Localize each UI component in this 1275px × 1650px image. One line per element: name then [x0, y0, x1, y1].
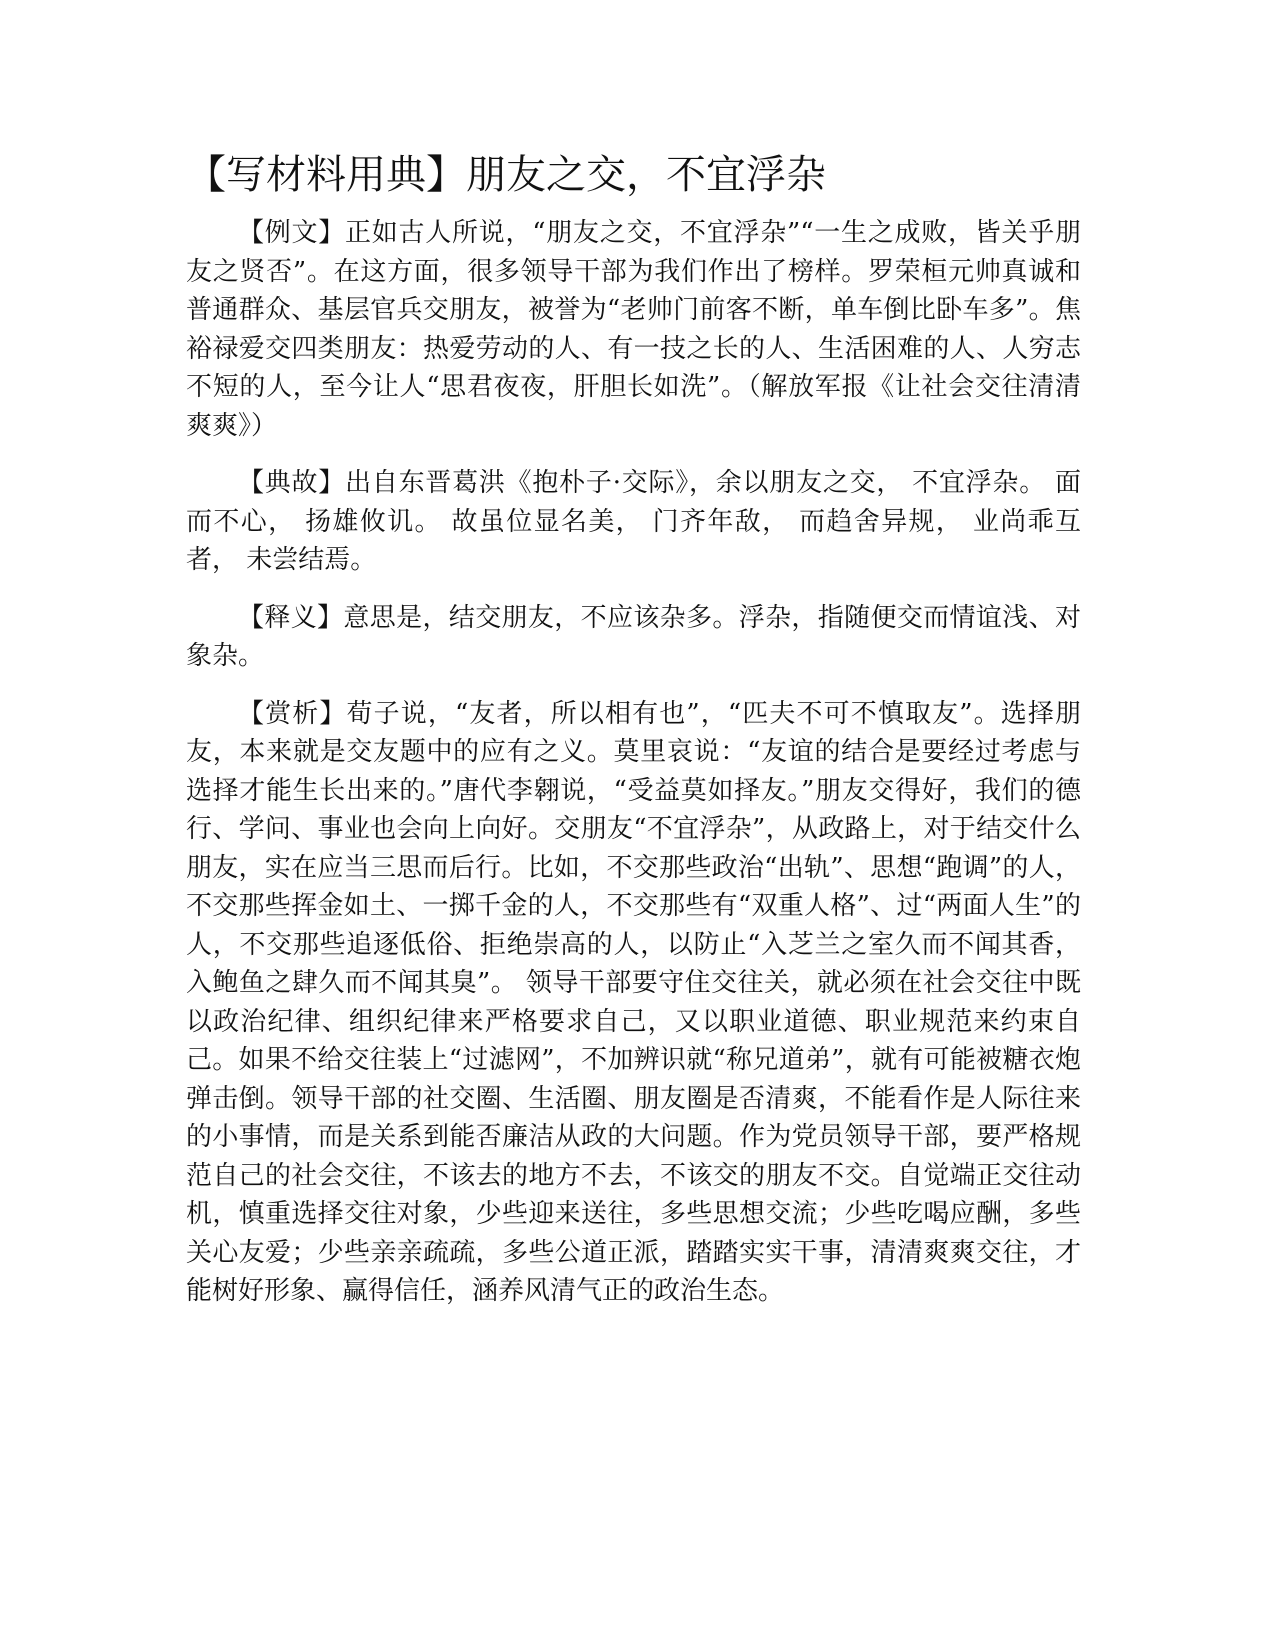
paragraph-example: [186, 214, 1081, 445]
paragraph-meaning: [186, 599, 1081, 676]
paragraph-text-allusion: 出自东晋葛洪《抱朴子·交际》，余以朋友之交， 不宜浮杂。 面而不心， 扬雄攸讥。 故虽位显名美， 门齐年敌， 而趋舍异规， 业尚乖互者， 未尝结焉。: [186, 468, 1081, 575]
document-page: [186, 148, 1081, 1330]
document-title: 【写材料用典】朋友之交，不宜浮杂: [186, 152, 826, 198]
paragraph-text-meaning: 意思是，结交朋友，不应该杂多。浮杂，指随便交而情谊浅、对象杂。: [186, 602, 1081, 671]
paragraph-appreciation: [186, 695, 1081, 1311]
paragraph-allusion: [186, 464, 1081, 580]
paragraph-tag-allusion: 【典故】: [238, 468, 346, 498]
paragraph-tag-meaning: 【释义】: [238, 602, 344, 633]
paragraph-text-appreciation: 荀子说，“友者，所以相有也”，“匹夫不可不慎取友”。选择朋友，本来就是交友题中的应有之义。莫里哀说：“友谊的结合是要经过考虑与选择才能生长出来的。”唐代李翱说，“受益莫如择友。”朋友交得好，我们的德行、学问、事业也会向上向好。交朋友“不宜浮杂”，从政路上，对于结交什么朋友，实在应当三思而后行。比如，不交那些政治“出轨”、思想“跑调”的人，不交那些挥金如土、一掷千金的人，不交那些有“双重人格”、过“两面人生”的人，不交那些追逐低俗、拒绝崇高的人，以防止“入芝兰之室久而不闻其香，入鲍鱼之肆久而不闻其臭”。 领导干部要守住交往关，就必须在社会交往中既以政治纪律、组织纪律来严格要求自己，又以职业道德、职业规范来约束自己。如果不给交往装上“过滤网”，不加辨识就“称兄道弟”，就有可能被糖衣炮弹击倒。领导干部的社交圈、生活圈、朋友圈是否清爽，不能看作是人际往来的小事情，而是关系到能否廉洁从政的大问题。作为党员领导干部，要严格规范自己的社会交往，不该去的地方不去，不该交的朋友不交。自觉端正交往动机，慎重选择交往对象，少些迎来送往，多些思想交流；少些吃喝应酬，多些关心友爱；少些亲亲疏疏，多些公道正派，踏踏实实干事，清清爽爽交往，才能树好形象、赢得信任，涵养风清气正的政治生态。: [186, 698, 1081, 1306]
paragraph-text-example: 正如古人所说，“朋友之交，不宜浮杂”“一生之成败，皆关乎朋友之贤否”。在这方面，很多领导干部为我们作出了榜样。罗荣桓元帅真诚和普通群众、基层官兵交朋友，被誉为“老帅门前客不断，单车倒比卧车多”。焦裕禄爱交四类朋友：热爱劳动的人、有一技之长的人、生活困难的人、人穷志不短的人，至今让人“思君夜夜，肝胆长如洗”。（解放军报《让社会交往清清爽爽》）: [186, 218, 1081, 441]
paragraph-tag-appreciation: 【赏析】: [238, 698, 347, 729]
paragraph-tag-example: 【例文】: [238, 218, 345, 248]
